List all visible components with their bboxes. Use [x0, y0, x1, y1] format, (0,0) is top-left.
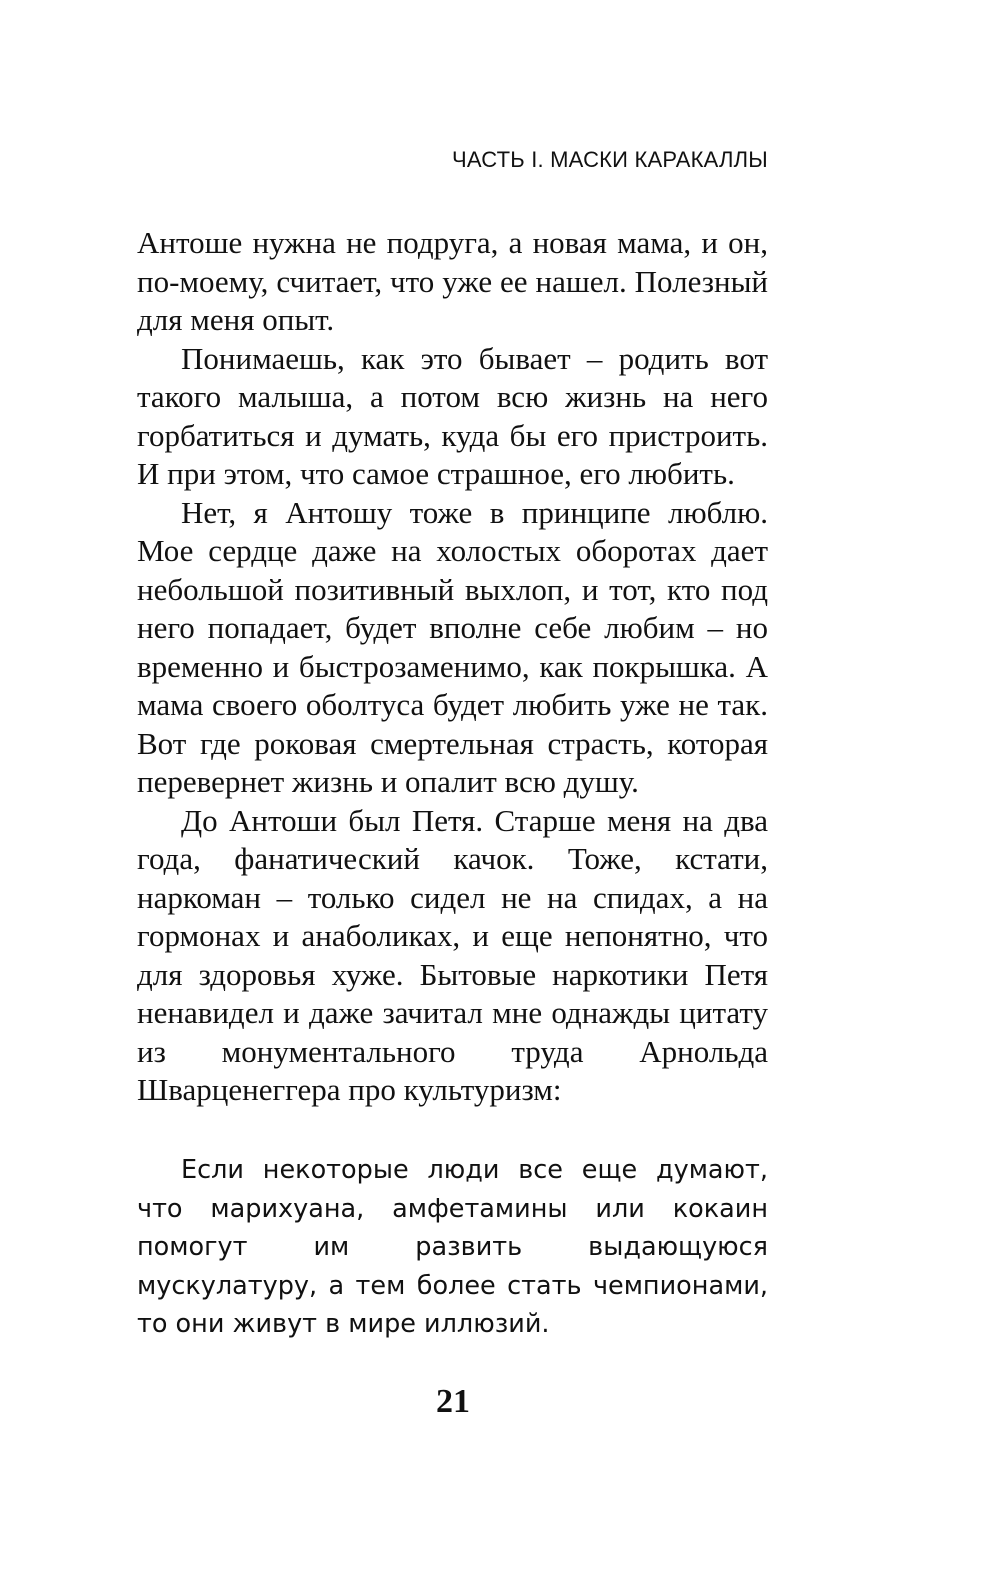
paragraph-3: Нет, я Антошу тоже в принципе люблю. Мое сердце даже на холостых оборотах дает небольшой позитивный выхлоп, и тот, кто под него попадает, будет вполне себе любим – но временно и быстрозаменимо, как покрышка. А мама своего оболтуса будет любить уже не так. Вот где роковая смертельная страсть, которая перевернет жизнь и опалит всю душу.: [137, 494, 768, 799]
paragraph-4: До Антоши был Петя. Старше меня на два года, фанатический качок. Тоже, кстати, наркоман – только сидел не на спидах, а на гормонах и анаболиках, и еще непонятно, что для здоровья хуже. Бытовые наркотики Петя ненавидел и даже зачитал мне однажды цитату из монументального труда Арнольда Шварценеггера про культуризм:: [137, 802, 768, 1107]
block-quote: [137, 1151, 768, 1344]
paragraph-2: Понимаешь, как это бывает – родить вот такого малыша, а потом всю жизнь на него горбатиться и думать, куда бы его пристроить. И при этом, что самое страшное, его любить.: [137, 340, 768, 491]
quote-text: Если некоторые люди все еще думают, что марихуана, амфетамины или кокаин помогут им развить выдающуюся мускулатуру, а тем более стать чемпионами, то они живут в мире иллюзий.: [137, 1155, 768, 1340]
paragraph-1: Антоше нужна не подруга, а новая мама, и он, по-моему, считает, что уже ее нашел. Полезный для меня опыт.: [137, 225, 768, 337]
main-text: [137, 224, 768, 1110]
page-number: 21: [436, 1383, 470, 1420]
running-head: ЧАСТЬ I. МАСКИ КАРАКАЛЛЫ: [452, 147, 768, 172]
